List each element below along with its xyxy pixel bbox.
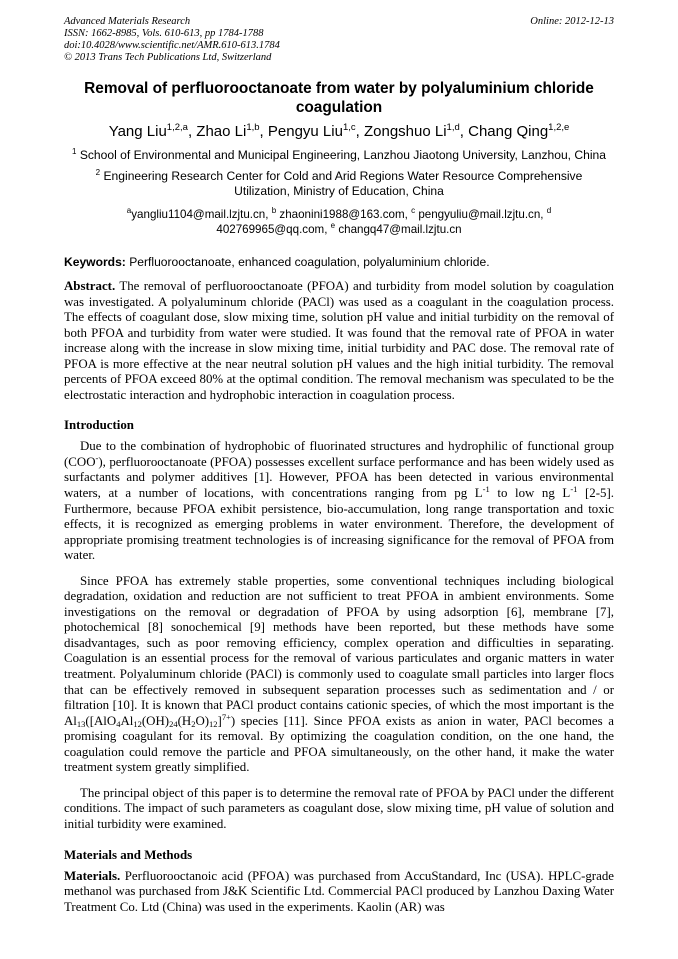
- abstract-label: Abstract.: [64, 279, 116, 293]
- author-sup: 1,c: [342, 122, 356, 133]
- affiliation-2: [64, 169, 614, 199]
- email-link[interactable]: pengyuliu@mail.lzjtu.cn: [418, 208, 541, 221]
- superscript: -1: [570, 484, 578, 495]
- email-sup: e: [330, 221, 336, 230]
- author-list: Yang Liu$^{1,2,a}$, Zhao Li$^{1,b}$, Pengyu Liu$^{1,c}$, Zongshuo Li$^{1,d}$, Chang Qing$^{1,2,e}$: [108, 122, 570, 140]
- journal-info: [64, 16, 280, 64]
- author-sup: 1,d: [446, 122, 460, 133]
- journal-header: [64, 16, 614, 64]
- affiliation-text: School of Environmental and Municipal Engineering, Lanzhou Jiaotong University, Lanzhou, China: [79, 148, 606, 162]
- text-run: ]: [217, 713, 222, 728]
- superscript: 7+: [221, 711, 231, 722]
- paper-title: Removal of perfluorooctanoate from water by polyaluminium chloride coagulation: [84, 80, 594, 116]
- affiliation-num: 1: [71, 147, 77, 156]
- text-run: Al: [120, 713, 134, 728]
- subscript: 13: [76, 718, 86, 729]
- intro-heading: Introduction: [64, 418, 134, 433]
- email-link[interactable]: changq47@mail.lzjtu.cn: [338, 223, 462, 236]
- email-link[interactable]: yangliu1104@mail.lzjtu.cn: [131, 208, 266, 221]
- text-run: ), perfluorooctanoate (PFOA) possesses excellent surface performance and has been widely used as surfactants and polymer additives [1]. However, PFOA has been detected in various environmental waters, at a number of locations, with concentrations ranging from pg L: [64, 454, 614, 501]
- subscript: 12: [209, 718, 218, 729]
- online-date: Online: 2012-12-13: [530, 16, 614, 27]
- subscript: 24: [169, 718, 178, 729]
- author: Chang Qing: [468, 123, 549, 140]
- subscript: 4: [116, 718, 121, 729]
- subscript: 2: [191, 718, 196, 729]
- keywords: [64, 255, 614, 270]
- materials-text: Perfluorooctanoic acid (PFOA) was purchased from AccuStandard, Inc (USA). HPLC-grade methanol was purchased from J&K Scientific Ltd. Commercial PACl produced by Lanzhou Daxing Water Treatment Co. Ltd (China) was used in the experiments. Kaolin (AR) was: [64, 868, 614, 914]
- journal-issn: ISSN: 1662-8985, Vols. 610-613, pp 1784-1788: [64, 28, 264, 39]
- email-list: $^a$yangliu1104@mail.lzjtu.cn, $^b$ zhaonini1988@163.com, $^c$ pengyuliu@mail.lzjtu.cn, $^d$ 402769965@qq.com, $^e$ changq47@mail.lzjtu.cn: [126, 206, 552, 236]
- text-run: O): [195, 713, 210, 728]
- abstract: [64, 279, 614, 403]
- intro-paragraph-3: The principal object of this paper is to determine the removal rate of PFOA by PACl under the different conditions. The impact of such parameters as coagulant dose, slow mixing time, pH value of solution and initial turbidity were examined.: [64, 785, 614, 831]
- affiliation-1: [64, 148, 614, 163]
- author: Zhao Li: [196, 123, 247, 140]
- methods-heading: Materials and Methods: [64, 847, 193, 862]
- author: Yang Liu: [108, 123, 167, 140]
- text-run: Due to the combination of hydrophobic of fluorinated structures and hydrophilic of functional group (COO: [64, 439, 614, 469]
- text-run: ([AlO: [85, 713, 117, 728]
- journal-name: Advanced Materials Research: [64, 16, 191, 27]
- text-run: (OH): [141, 713, 170, 728]
- journal-copyright: © 2013 Trans Tech Publications Ltd, Switzerland: [64, 52, 272, 63]
- author-sup: 1,2,e: [548, 122, 570, 133]
- text-run: Since PFOA has extremely stable properties, some conventional techniques including biological degradation, oxidation and reduction are not sufficient to treat PFOA in ambient environments. Some investigations on the removal or degradation of PFOA by using adsorption [6], membrane [7], photochemical [8] sonochemical [9] methods have been reported, but these methods have some disadvantages, such as poor removing efficiency, complex operation and difficulties in separating. Coagulation is an essential process for the removal of various particulates and organic matters in water treatment. Polyaluminum chloride (PACl) is commonly used to coagulate small particles into larger flocs that can be effectively removed in subsequent separation processes such as sedimentation and / or filtration [10]. It is known that PACl product contains cationic species, of which the most important is the Al: [64, 573, 614, 728]
- text-run: ) species [11]. Since PFOA exists as anion in water, PACl becomes a promising coagulant for its removal. By optimizing the coagulation condition, on the one hand, the coagulation could remove the particle and PFOA simultaneously, on the other hand, it make the water treatment system greatly simplified.: [64, 713, 614, 775]
- email-sup: d: [546, 206, 552, 215]
- author: Zongshuo Li: [363, 123, 447, 140]
- text-run: (H: [177, 713, 192, 728]
- subscript: 12: [133, 718, 142, 729]
- intro-paragraph-1: [64, 439, 614, 563]
- author-sup: 1,2,a: [166, 122, 188, 133]
- email-link[interactable]: 402769965@qq.com: [216, 223, 325, 236]
- journal-doi[interactable]: doi:10.4028/www.scientific.net/AMR.610-613.1784: [64, 40, 280, 51]
- email-sup: a: [126, 206, 132, 215]
- text-run: to low ng L: [489, 486, 571, 501]
- intro-paragraph-2: [64, 574, 614, 776]
- materials-paragraph: [64, 869, 614, 916]
- text-run: [2-5]. Furthermore, because PFOA exhibit persistence, bio-accumulation, long range transportation and toxic effects, it is recognized as emerging problems in water environment. Therefore, the development of appropriate promising treatment technologies is of increasing significance for the removal of PFOA from water.: [64, 486, 614, 563]
- email-sup: c: [411, 206, 416, 215]
- keywords-label: Keywords:: [64, 255, 126, 269]
- author-sup: 1,b: [246, 122, 260, 133]
- keywords-text: Perfluorooctanoate, enhanced coagulation, polyaluminium chloride.: [129, 255, 490, 269]
- abstract-text: The removal of perfluorooctanoate (PFOA) and turbidity from model solution by coagulation was investigated. A polyaluminum chloride (PACl) was used as a coagulant in the coagulation process. The effects of coagulant dose, slow mixing time, solution pH value and initial turbidity on the removal of both PFOA and turbidity from water were studied. It was found that the removal rate of PFOA in water increase along with the increase in slow mixing time, initial turbidity and PAC dose. The removal rate of PFOA is more effective at the near neutral solution pH values and the high initial turbidity. The removal percents of PFOA exceed 80% at the optimal condition. The removal mechanism was speculated to be the electrostatic interaction and hydrophobic interaction in coagulation process.: [64, 279, 614, 402]
- materials-label: Materials.: [64, 868, 121, 883]
- author: Pengyu Liu: [267, 123, 343, 140]
- affiliation-num: 2: [95, 168, 101, 177]
- superscript: -1: [482, 484, 490, 495]
- email-sup: b: [271, 206, 277, 215]
- affiliation-text: Engineering Research Center for Cold and Arid Regions Water Resource Comprehensive Utilization, Ministry of Education, China: [103, 169, 583, 198]
- superscript: -: [95, 452, 99, 463]
- email-link[interactable]: zhaonini1988@163.com: [279, 208, 405, 221]
